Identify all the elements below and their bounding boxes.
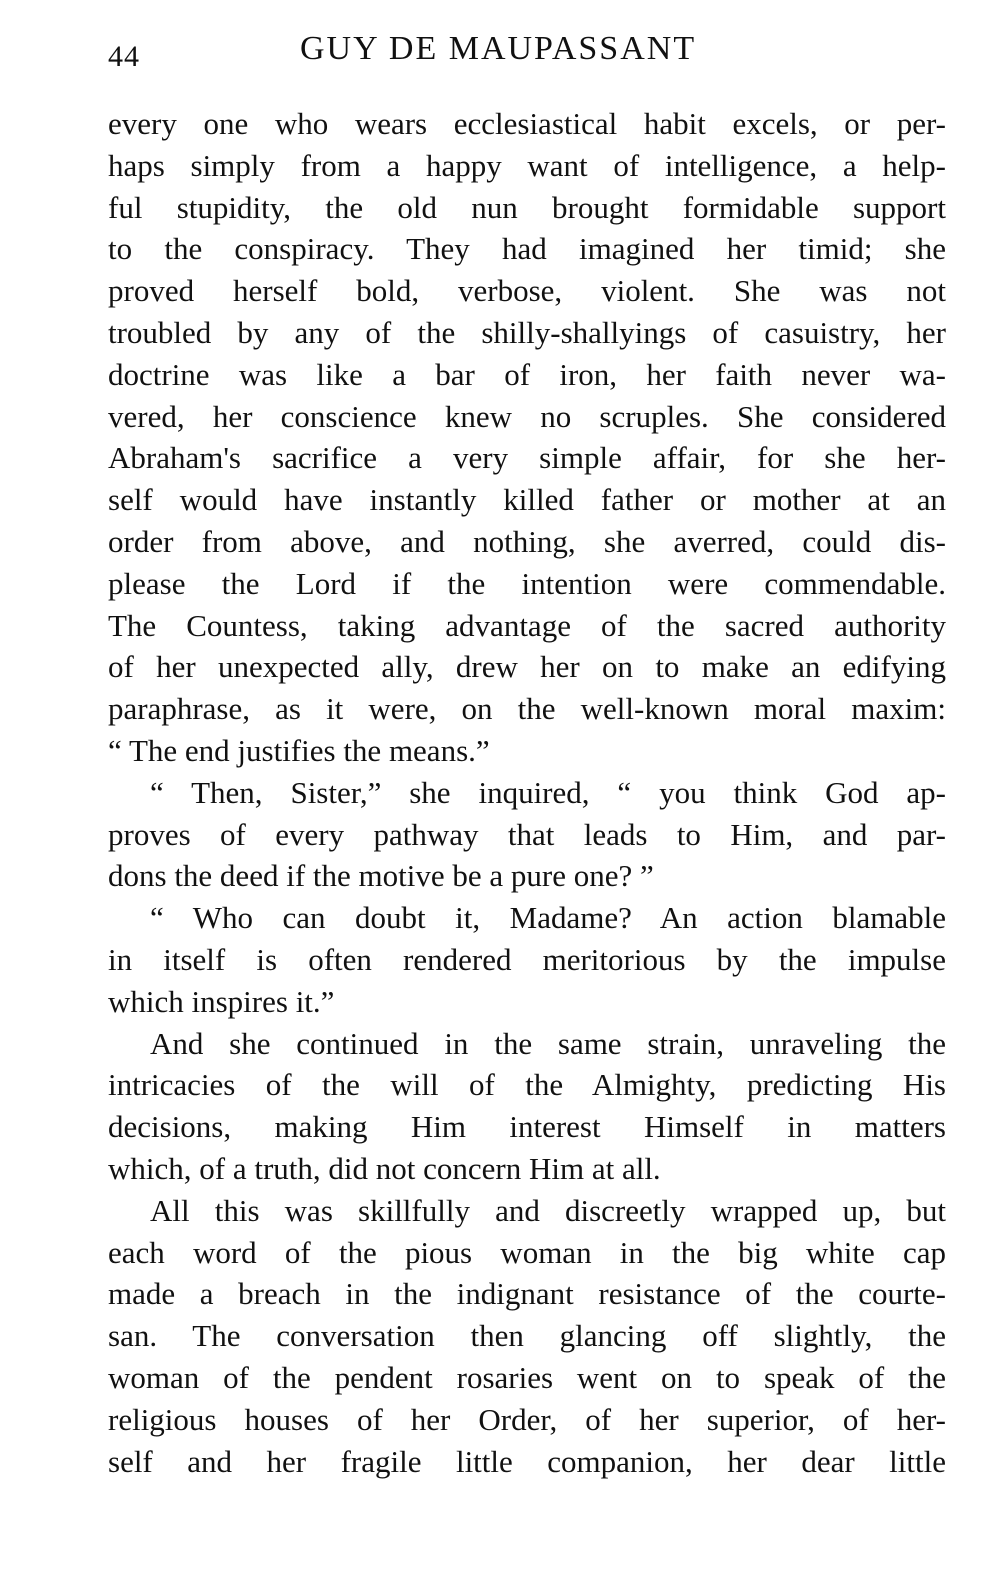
body-text	[108, 103, 946, 1482]
text-line: ful stupidity, the old nun brought formidable support	[108, 189, 946, 225]
text-line: san. The conversation then glancing off slightly, the	[108, 1318, 946, 1354]
text-line: Abraham's sacrifice a very simple affair, for she her-	[108, 440, 946, 476]
text-line: The Countess, taking advantage of the sacred authority	[108, 607, 946, 643]
text-line: troubled by any of the shilly-shallyings of casuistry, her	[108, 314, 946, 350]
text-line: proves of every pathway that leads to Him, and par-	[108, 816, 946, 852]
text-line: order from above, and nothing, she averred, could dis-	[108, 523, 946, 559]
text-line: doctrine was like a bar of iron, her faith never wa-	[108, 356, 946, 392]
text-line: paraphrase, as it were, on the well-known moral maxim:	[108, 691, 946, 727]
text-line: to the conspiracy. They had imagined her timid; she	[108, 231, 946, 267]
text-line: “ The end justifies the means.”	[108, 732, 490, 768]
text-line: decisions, making Him interest Himself in matters	[108, 1109, 946, 1145]
text-line: which inspires it.”	[108, 983, 335, 1019]
text-line: And she continued in the same strain, unraveling the	[150, 1025, 946, 1061]
text-line: proved herself bold, verbose, violent. She was not	[108, 273, 946, 309]
text-line: self and her fragile little companion, her dear little	[108, 1443, 946, 1479]
text-line: in itself is often rendered meritorious by the impulse	[108, 941, 946, 977]
text-line: “ Who can doubt it, Madame? An action blamable	[150, 900, 946, 936]
text-line: of her unexpected ally, drew her on to make an edifying	[108, 649, 946, 685]
text-line: intricacies of the will of the Almighty, predicting His	[108, 1067, 946, 1103]
text-line: self would have instantly killed father or mother at an	[108, 482, 946, 518]
text-line: religious houses of her Order, of her superior, of her-	[108, 1401, 946, 1437]
text-line: dons the deed if the motive be a pure one? ”	[108, 858, 654, 894]
text-line: vered, her conscience knew no scruples. She considered	[108, 398, 946, 434]
text-line: All this was skillfully and discreetly wrapped up, but	[150, 1192, 946, 1228]
text-line: haps simply from a happy want of intelligence, a help-	[108, 147, 946, 183]
running-head: GUY DE MAUPASSANT	[300, 30, 697, 67]
page-number: 44	[108, 40, 140, 73]
text-line: “ Then, Sister,” she inquired, “ you think God ap-	[150, 774, 946, 810]
text-line: please the Lord if the intention were commendable.	[108, 565, 946, 601]
text-line: woman of the pendent rosaries went on to speak of the	[108, 1359, 946, 1395]
text-line: made a breach in the indignant resistance of the courte-	[108, 1276, 946, 1312]
text-line: which, of a truth, did not concern Him at all.	[108, 1150, 661, 1186]
text-line: every one who wears ecclesiastical habit excels, or per-	[108, 106, 946, 141]
page-header	[108, 26, 946, 76]
text-line: each word of the pious woman in the big white cap	[108, 1234, 946, 1270]
